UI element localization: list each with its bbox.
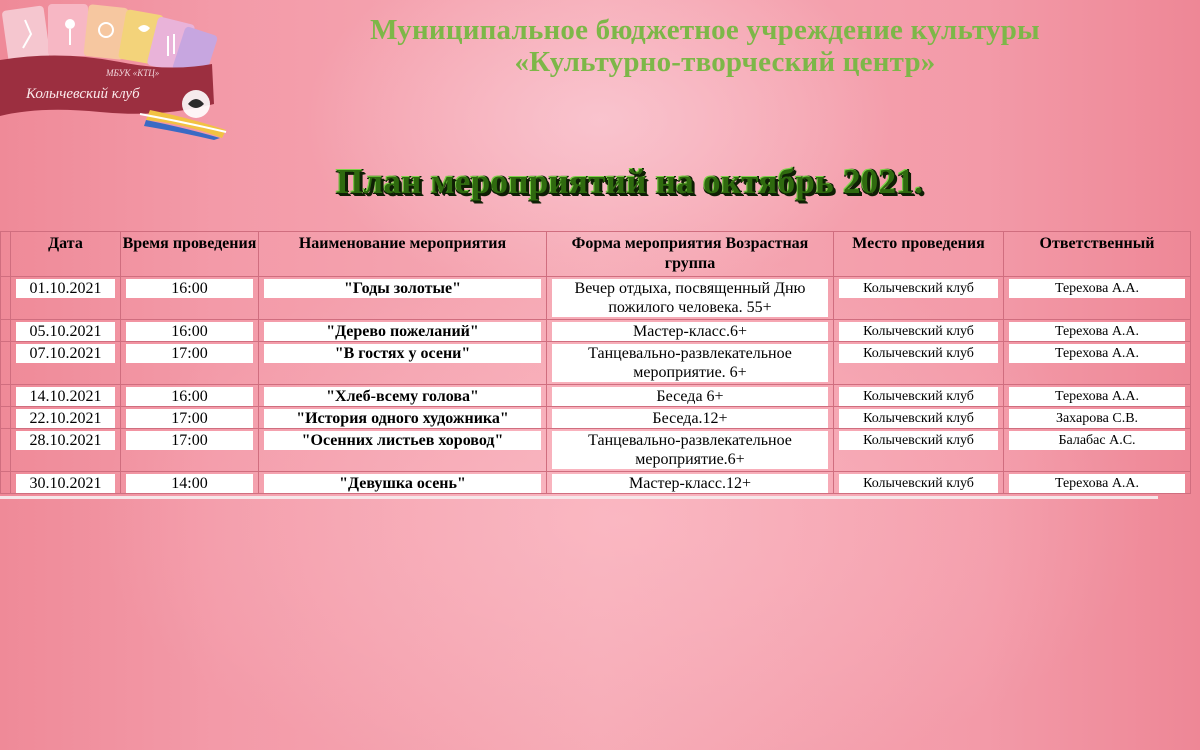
cell-event-form: Танцевально-развлекательное мероприятие.6+	[552, 431, 828, 469]
table-row	[1, 342, 1191, 385]
table-row	[1, 407, 1191, 429]
table-bottom-rule	[0, 496, 1158, 499]
institution-header	[240, 14, 1170, 78]
table-row	[1, 277, 1191, 320]
cell-place: Колычевский клуб	[839, 322, 998, 341]
logo-emblem-icon	[0, 0, 230, 140]
table-header-spacer	[1, 232, 11, 277]
cell-date: 01.10.2021	[16, 279, 115, 298]
cell-event-name: "Девушка осень"	[264, 474, 541, 493]
cell-date: 22.10.2021	[16, 409, 115, 428]
column-header-form: Форма мероприятия Возрастная группа	[547, 232, 834, 277]
header-line-1: Муниципальное бюджетное учреждение культуры	[370, 14, 1040, 46]
plan-title: План мероприятий на октябрь 2021.	[336, 162, 924, 201]
table-header-row	[1, 232, 1191, 277]
table-row	[1, 320, 1191, 342]
cell-date: 05.10.2021	[16, 322, 115, 341]
column-header-place: Место проведения	[834, 232, 1004, 277]
cell-event-form: Беседа.12+	[552, 409, 828, 428]
cell-time: 16:00	[126, 322, 253, 341]
cell-date: 14.10.2021	[16, 387, 115, 406]
table-row	[1, 472, 1191, 494]
cell-place: Колычевский клуб	[839, 409, 998, 428]
cell-event-form: Беседа 6+	[552, 387, 828, 406]
cell-date: 28.10.2021	[16, 431, 115, 450]
cell-place: Колычевский клуб	[839, 431, 998, 450]
cell-time: 17:00	[126, 431, 253, 450]
events-table	[0, 231, 1190, 494]
club-logo	[0, 0, 230, 140]
cell-time: 17:00	[126, 344, 253, 363]
cell-responsible: Терехова А.А.	[1009, 387, 1185, 406]
column-header-name: Наименование мероприятия	[259, 232, 547, 277]
header-line-2: «Культурно-творческий центр»	[514, 46, 936, 78]
cell-time: 16:00	[126, 387, 253, 406]
cell-date: 07.10.2021	[16, 344, 115, 363]
cell-responsible: Терехова А.А.	[1009, 474, 1185, 493]
cell-event-name: "История одного художника"	[264, 409, 541, 428]
cell-event-form: Танцевально-развлекательное мероприятие. 6+	[552, 344, 828, 382]
cell-place: Колычевский клуб	[839, 344, 998, 363]
cell-event-name: "Годы золотые"	[264, 279, 541, 298]
cell-place: Колычевский клуб	[839, 387, 998, 406]
column-header-responsible: Ответственный	[1004, 232, 1191, 277]
cell-time: 17:00	[126, 409, 253, 428]
cell-event-name: "Хлеб-всему голова"	[264, 387, 541, 406]
cell-place: Колычевский клуб	[839, 279, 998, 298]
table-row	[1, 429, 1191, 472]
cell-responsible: Терехова А.А.	[1009, 322, 1185, 341]
column-header-date: Дата	[11, 232, 121, 277]
table-row	[1, 385, 1191, 407]
cell-event-name: "Осенних листьев хоровод"	[264, 431, 541, 450]
cell-event-name: "Дерево пожеланий"	[264, 322, 541, 341]
cell-place: Колычевский клуб	[839, 474, 998, 493]
cell-time: 16:00	[126, 279, 253, 298]
cell-event-form: Мастер-класс.12+	[552, 474, 828, 493]
cell-event-name: "В гостях у осени"	[264, 344, 541, 363]
cell-date: 30.10.2021	[16, 474, 115, 493]
cell-event-form: Вечер отдыха, посвященный Дню пожилого человека. 55+	[552, 279, 828, 317]
cell-responsible: Терехова А.А.	[1009, 279, 1185, 298]
cell-event-form: Мастер-класс.6+	[552, 322, 828, 341]
column-header-time: Время проведения	[121, 232, 259, 277]
cell-responsible: Терехова А.А.	[1009, 344, 1185, 363]
cell-responsible: Захарова С.В.	[1009, 409, 1185, 428]
logo-org-text: МБУК «КТЦ»	[106, 68, 160, 78]
cell-responsible: Балабас А.С.	[1009, 431, 1185, 450]
logo-club-text: Колычевский клуб	[26, 86, 140, 102]
cell-time: 14:00	[126, 474, 253, 493]
